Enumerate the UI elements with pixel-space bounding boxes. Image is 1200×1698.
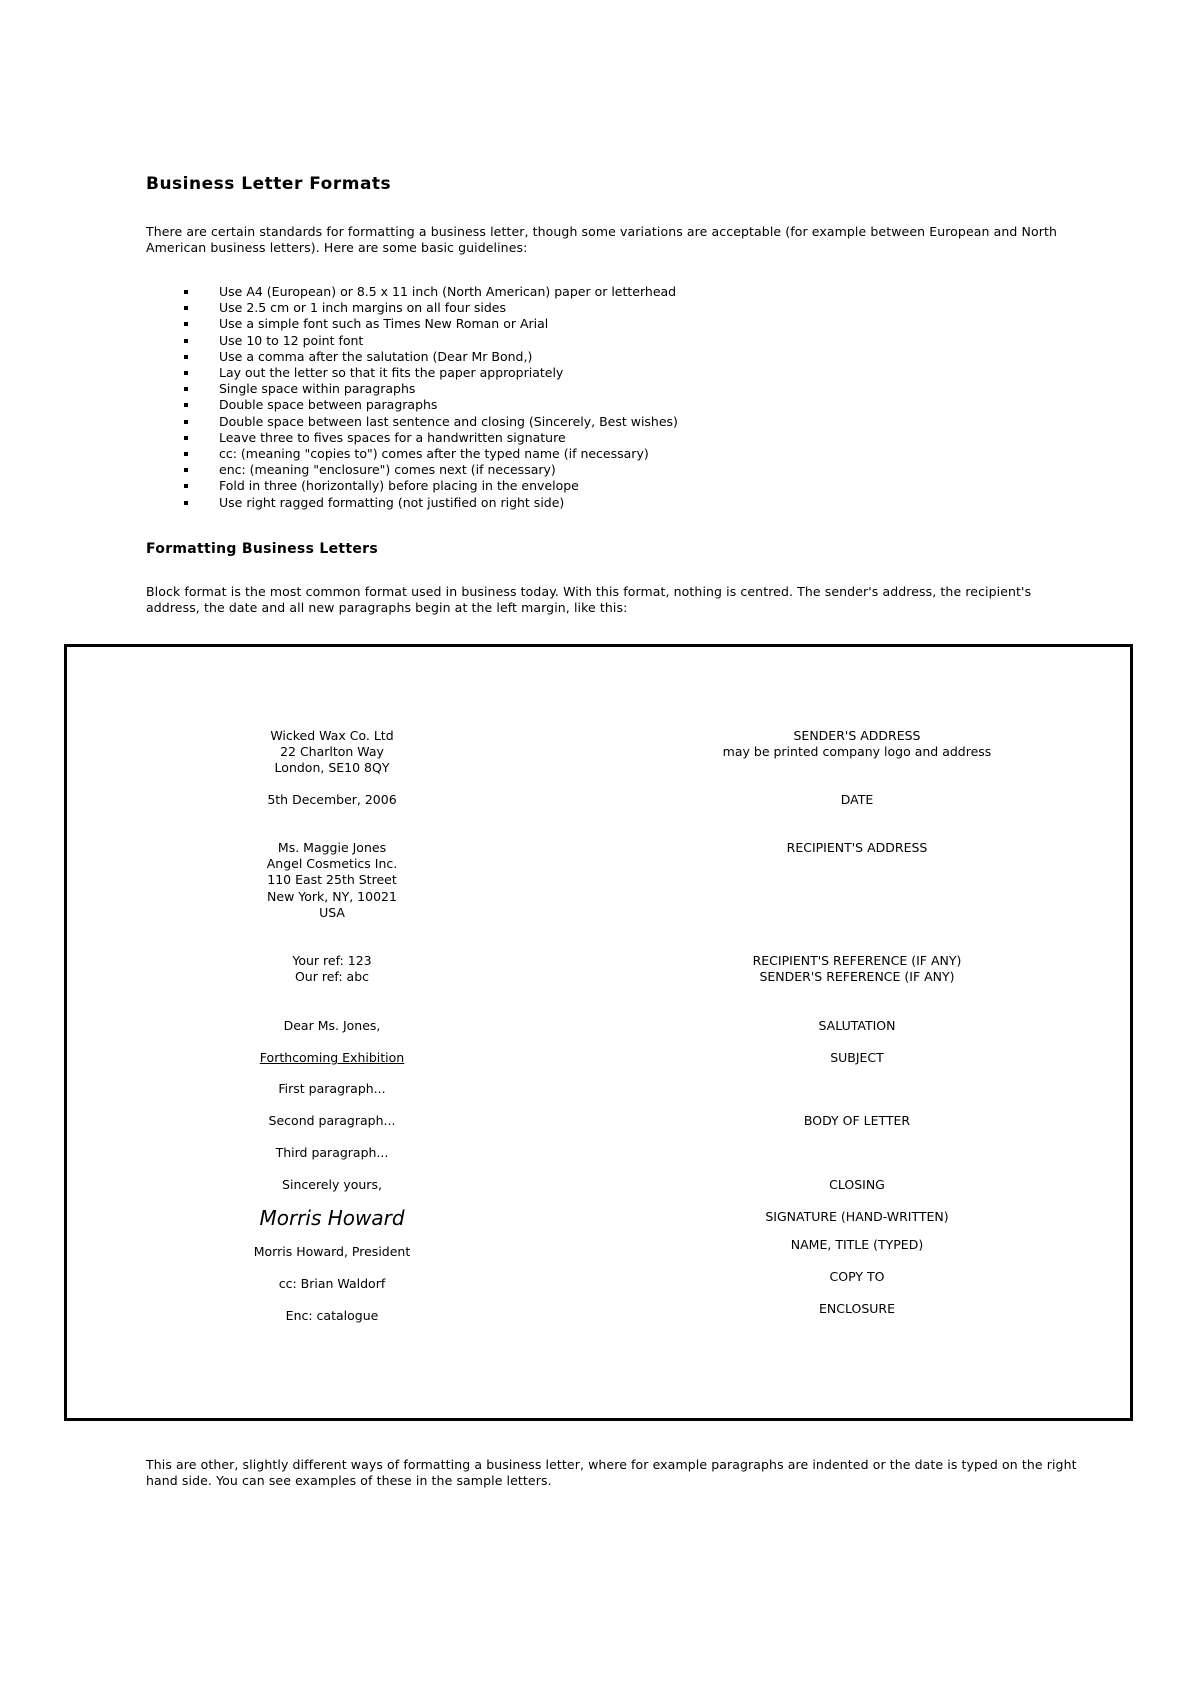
bullet-icon — [184, 436, 188, 440]
list-item: Single space within paragraphs — [146, 381, 1046, 397]
list-item: Double space between last sentence and closing (Sincerely, Best wishes) — [146, 414, 1046, 430]
salutation: Dear Ms. Jones, — [283, 1018, 381, 1033]
intro-paragraph: There are certain standards for formatting a business letter, though some variations are acceptable (for example between European and North American business letters). Here are some basic guidelines: — [146, 224, 1057, 255]
letter-date: 5th December, 2006 — [267, 792, 397, 807]
bullet-icon — [184, 371, 188, 375]
list-item: Use a comma after the salutation (Dear Mr Bond,) — [146, 349, 1046, 365]
list-item: Use 2.5 cm or 1 inch margins on all four sides — [146, 300, 1046, 316]
third-paragraph: Third paragraph... — [275, 1145, 389, 1160]
closing-label: CLOSING — [829, 1177, 885, 1192]
section-heading: Formatting Business Letters — [146, 541, 379, 557]
list-item: enc: (meaning "enclosure") comes next (if necessary) — [146, 462, 1046, 478]
list-item: Use right ragged formatting (not justified on right side) — [146, 495, 1046, 511]
bullet-icon — [184, 452, 188, 456]
block-format-paragraph: Block format is the most common format used in business today. With this format, nothing is centred. The sender's address, the recipient's address, the date and all new paragraphs begin at the left margin, like this: — [146, 584, 1032, 615]
enclosure-line: Enc: catalogue — [285, 1308, 379, 1323]
enclosure-label: ENCLOSURE — [818, 1301, 895, 1316]
bullet-icon — [184, 290, 188, 294]
bullet-icon — [184, 322, 188, 326]
bullet-icon — [184, 501, 188, 505]
sender-address: Wicked Wax Co. Ltd 22 Charlton Way London, SE10 8QY — [270, 728, 394, 776]
bullet-icon — [184, 306, 188, 310]
bullet-icon — [184, 484, 188, 488]
list-item: Fold in three (horizontally) before placing in the envelope — [146, 478, 1046, 494]
typed-name-label: NAME, TITLE (TYPED) — [790, 1237, 924, 1252]
closing-paragraph: This are other, slightly different ways of formatting a business letter, where for example paragraphs are indented or the date is typed on the right hand side. You can see examples of these in the sample letters. — [146, 1457, 1077, 1488]
cc-line: cc: Brian Waldorf — [278, 1276, 386, 1291]
body-label: BODY OF LETTER — [803, 1113, 911, 1128]
list-item: Use A4 (European) or 8.5 x 11 inch (North American) paper or letterhead — [146, 284, 1046, 300]
subject-label: SUBJECT — [830, 1050, 884, 1065]
guidelines-list — [146, 284, 1046, 511]
second-paragraph: Second paragraph... — [268, 1113, 396, 1128]
sample-letter-box — [64, 644, 1133, 1421]
bullet-icon — [184, 355, 188, 359]
typed-name: Morris Howard, President — [253, 1244, 411, 1259]
cc-label: COPY TO — [829, 1269, 885, 1284]
closing: Sincerely yours, — [282, 1177, 382, 1192]
bullet-icon — [184, 339, 188, 343]
date-label: DATE — [840, 792, 874, 807]
list-item: cc: (meaning "copies to") comes after the typed name (if necessary) — [146, 446, 1046, 462]
list-item: Lay out the letter so that it fits the paper appropriately — [146, 365, 1046, 381]
salutation-label: SALUTATION — [818, 1018, 896, 1033]
list-item: Use a simple font such as Times New Roman or Arial — [146, 316, 1046, 332]
page-title: Business Letter Formats — [146, 174, 392, 194]
subject-line: Forthcoming Exhibition — [259, 1050, 405, 1065]
signature-label: SIGNATURE (HAND-WRITTEN) — [765, 1209, 949, 1224]
bullet-icon — [184, 420, 188, 424]
first-paragraph: First paragraph... — [278, 1081, 386, 1096]
bullet-icon — [184, 387, 188, 391]
references: Your ref: 123 Our ref: abc — [292, 953, 372, 985]
list-item: Leave three to fives spaces for a handwritten signature — [146, 430, 1046, 446]
list-item: Double space between paragraphs — [146, 397, 1046, 413]
bullet-icon — [184, 468, 188, 472]
list-item: Use 10 to 12 point font — [146, 333, 1046, 349]
recipient-address: Ms. Maggie Jones Angel Cosmetics Inc. 110 East 25th Street New York, NY, 10021 USA — [266, 840, 398, 920]
reference-labels: RECIPIENT'S REFERENCE (IF ANY) SENDER'S REFERENCE (IF ANY) — [752, 953, 962, 985]
bullet-icon — [184, 403, 188, 407]
recipient-label: RECIPIENT'S ADDRESS — [786, 840, 928, 855]
signature: Morris Howard — [259, 1206, 405, 1230]
sender-label: SENDER'S ADDRESS may be printed company logo and address — [722, 728, 992, 760]
